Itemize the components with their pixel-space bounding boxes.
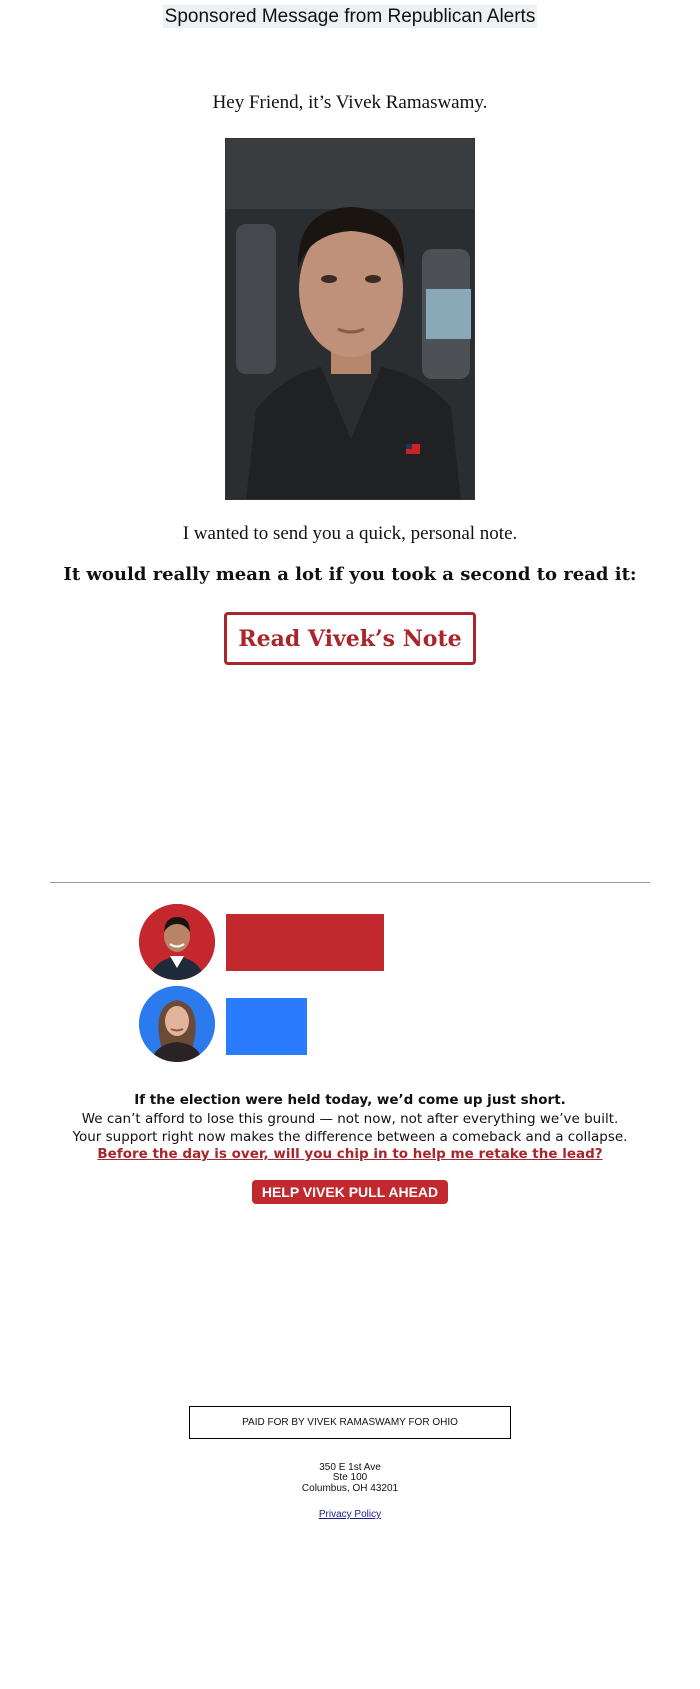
address-line-1: 350 E 1st Ave	[319, 1462, 381, 1473]
avatar-candidate-red	[139, 904, 215, 980]
donate-button[interactable]: HELP VIVEK PULL AHEAD	[252, 1180, 448, 1204]
appeal-body-1: We can’t afford to lose this ground — not now, not after everything we’ve built.	[81, 1111, 619, 1127]
intro-line: I wanted to send you a quick, personal note.	[182, 523, 518, 544]
intro-emphasis: It would really mean a lot if you took a second to read it:	[63, 564, 637, 585]
candidate-photo[interactable]	[225, 138, 475, 500]
paid-for-disclaimer: PAID FOR BY VIVEK RAMASWAMY FOR OHIO	[189, 1406, 511, 1439]
appeal-headline: If the election were held today, we’d come up just short.	[134, 1092, 566, 1108]
address-line-3: Columbus, OH 43201	[301, 1483, 399, 1494]
avatar-candidate-blue	[139, 986, 215, 1062]
greeting: Hey Friend, it’s Vivek Ramaswamy.	[212, 92, 488, 113]
poll-bar-red	[226, 914, 384, 971]
poll-bar-blue	[226, 998, 307, 1055]
privacy-policy-link[interactable]: Privacy Policy	[318, 1509, 382, 1520]
appeal-body-2: Your support right now makes the difference between a comeback and a collapse.	[72, 1129, 628, 1145]
donate-link[interactable]: Before the day is over, will you chip in to help me retake the lead?	[97, 1146, 603, 1162]
read-note-button[interactable]: Read Vivek’s Note	[224, 612, 476, 665]
address-line-2: Ste 100	[332, 1472, 368, 1483]
sponsor-banner	[0, 6, 700, 28]
section-divider	[50, 882, 650, 883]
portrait-image	[226, 139, 475, 500]
candidate-red-image	[139, 904, 215, 980]
candidate-blue-image	[139, 986, 215, 1062]
privacy-container	[0, 1509, 700, 1520]
sponsor-text: Sponsored Message from Republican Alerts	[164, 6, 536, 27]
